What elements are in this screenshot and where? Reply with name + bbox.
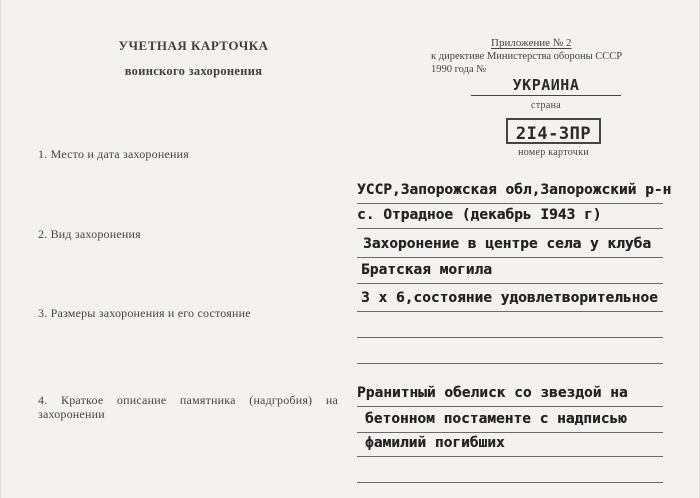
form-line (357, 342, 663, 364)
appendix-title: Приложение № 2 (491, 37, 572, 49)
size-condition-value-line-1: 3 х 6,состояние удовлетворительное (361, 290, 658, 306)
card-title-line-1: УЧЕТНАЯ КАРТОЧКА (118, 38, 269, 53)
card-number-block (506, 118, 601, 158)
card-number-value: 2I4-ЗПР (506, 118, 601, 144)
country-block (471, 76, 621, 111)
monument-description-value-line-2: бетонном постаменте с надписью (365, 411, 627, 427)
card-number-label: номер карточки (518, 147, 589, 158)
burial-type-value-line-1: Захоронение в центре села у клуба (363, 236, 652, 252)
field-label-monument-description: 4. Краткое описание памятника (надгробия) на захоронении (38, 393, 338, 421)
field-label-size-condition: 3. Размеры захоронения и его состояние (38, 306, 251, 320)
burial-type-value-line-2: Братская могила (361, 262, 492, 278)
country-value: УКРАИНА (471, 76, 621, 96)
monument-description-value-line-1: Рранитный обелиск со звездой на (357, 385, 628, 401)
form-line (357, 461, 663, 483)
appendix-line-1: к директиве Министерства обороны СССР (431, 51, 623, 62)
card-title-line-2: воинского захоронения (124, 64, 263, 78)
card-title (61, 38, 326, 79)
field-label-place-date: 1. Место и дата захоронения (38, 147, 189, 161)
appendix-line-2: 1990 года № (431, 64, 487, 75)
monument-description-value-line-3: фамилий погибших (365, 435, 505, 451)
form-line (357, 316, 663, 338)
appendix-note (431, 38, 671, 75)
place-date-value-line-2: с. Отрадное (декабрь I943 г) (357, 207, 602, 223)
field-label-burial-type: 2. Вид захоронения (38, 227, 141, 241)
country-label: страна (531, 100, 561, 111)
place-date-value-line-1: УССР,Запорожская обл,Запорожский р-н (357, 182, 672, 198)
